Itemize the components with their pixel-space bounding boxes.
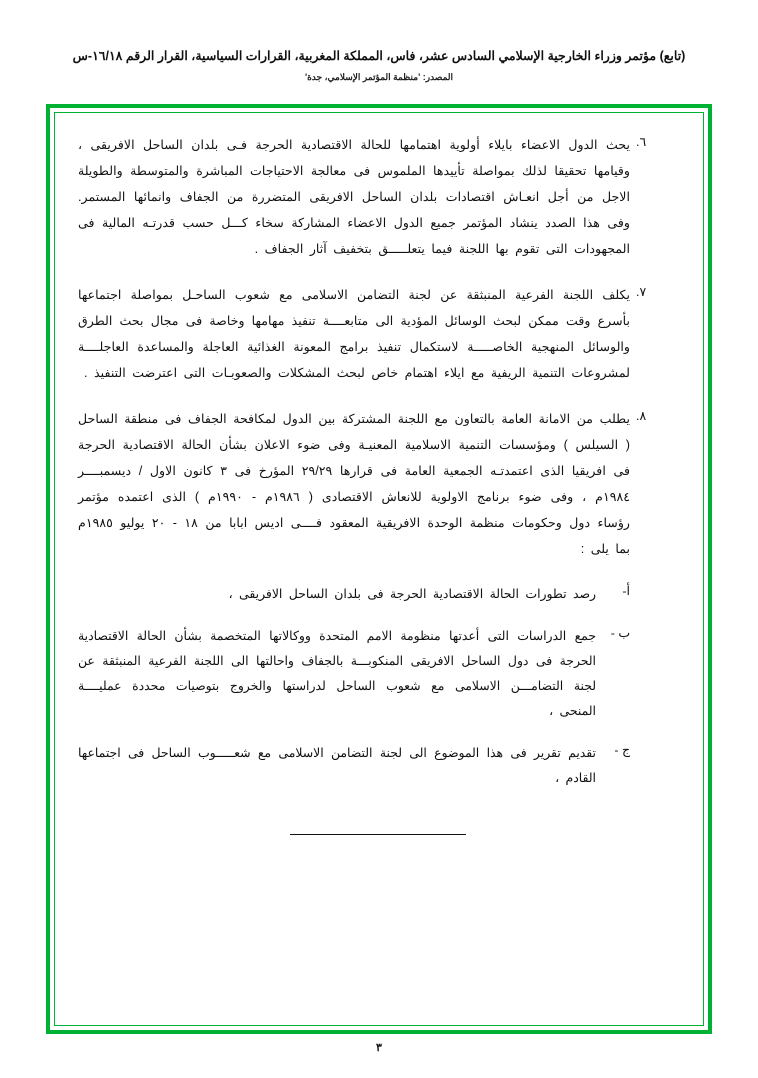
subitem: [78, 582, 630, 607]
clause-body: [78, 406, 630, 808]
subitem: [78, 741, 630, 791]
clause-text: يحث الدول الاعضاء بايلاء أولوية اهتمامها للحالة الاقتصادية الحرجة فـى بلدان الساحل الافريقى ، وقيامها تحقيقا لذلك بمواصلة تأييدها الملموس فى معالجة الاحتياجات المباشرة والمتوسطة والطويلة الاجل من أجل انعـاش اقتصادات بلدان الساحل الافريقى المتضررة من الجفاف وانمائها المستمر. وفى هذا الصدد ينشاد المؤتمر جميع الدول الاعضاء المشاركة سخاء كـــل حسب قدرتـه المالية فى المجهودات التى تقوم بها اللجنة فيما يتعلـــــق بتخفيف آثار الجفاف .: [78, 138, 630, 256]
clause-text: يطلب من الامانة العامة بالتعاون مع اللجنة المشتركة بين الدول لمكافحة الجفاف فى منطقة الساحل ( السيلس ) ومؤسسات التنمية الاسلامية المعنيـة وفى ضوء الاعلان بشأن الحالة الاقتصادية الحرجة فى افريقيا الذى اعتمدتـه الجمعية العامة فى قرارها ٢٩/٢٩ المؤرخ فى ٣ كانون الاول / ديسمبــــر ١٩٨٤م ، وفى ضوء برنامج الاولوية للانعاش الاقتصادى ( ١٩٨٦م - ١٩٩٠م ) الذى اعتمده مؤتمر رؤساء دول وحكومات منظمة الوحدة الافريقية المعقود فــــى اديس ابابا من ١٨ - ٢٠ يوليو ١٩٨٥م بما يلى :: [78, 412, 630, 556]
clause-subitems: [78, 582, 630, 791]
clause-body: [78, 132, 630, 262]
clause-item: [78, 406, 678, 808]
clause-item: [78, 282, 678, 386]
header-title: (تابع) مؤتمر وزراء الخارجية الإسلامي السادس عشر، فاس، المملكة المغربية، القرارات السياسية، القرار الرقم ١٦/١٨-س: [72, 49, 686, 63]
document-body: [78, 132, 678, 835]
header-source: المصدر: 'منظمة المؤتمر الإسلامي، جدة': [304, 72, 454, 82]
subitem: [78, 624, 630, 724]
clause-item: [78, 132, 678, 262]
subitem-text: رصد تطورات الحالة الاقتصادية الحرجة فى بلدان الساحل الافريقى ،: [228, 587, 596, 601]
subitem-label: ب -: [610, 626, 630, 640]
clause-number: ٨.: [636, 409, 647, 423]
subitem-text: تقديم تقرير فى هذا الموضوع الى لجنة التضامن الاسلامى مع شعـــــوب الساحل فى اجتماعها القادم ،: [78, 746, 596, 785]
subitem-text: جمع الدراسات التى أعدتها منظومة الامم المتحدة ووكالاتها المتخصمة بشأن الحالة الاقتصادية الحرجة فى دول الساحل الافريقى المنكوبـــة بالجفاف واحالتها الى اللجنة الفرعية المنبثقة عن لجنة التضامـــن الاسلامى مع شعوب الساحل لدراستها والخروج بتوصيات محددة عمليــــة المنحى ،: [78, 629, 596, 718]
section-separator: [290, 834, 466, 835]
clause-number: ٦.: [636, 135, 647, 149]
subitem-label: ج -: [614, 743, 630, 757]
subitem-label: أ-: [622, 584, 630, 598]
section-separator-wrap: [78, 834, 678, 835]
clause-text: يكلف اللجنة الفرعية المنبثقة عن لجنة التضامن الاسلامى مع شعوب الساحـل بمواصلة اجتماعها بأسرع وقت ممكن لبحث الوسائل المؤدية الى متابعــــة تنفيذ مهامها وخاصة فى مجال بحث الطرق والوسائل المنهجية الخاصـــــة لاستكمال تنفيذ برامج المعونة الغذائية العاجلة والمساعدة العاجلــــة لمشروعات التنمية الريفية مع ايلاء اهتمام خاص لبحث المشكلات والصعوبـات التى اعترضت التنفيذ .: [78, 288, 630, 380]
clause-number: ٧.: [636, 285, 647, 299]
clause-body: [78, 282, 630, 386]
document-header: [0, 48, 758, 83]
page-number: ٣: [376, 1042, 382, 1054]
